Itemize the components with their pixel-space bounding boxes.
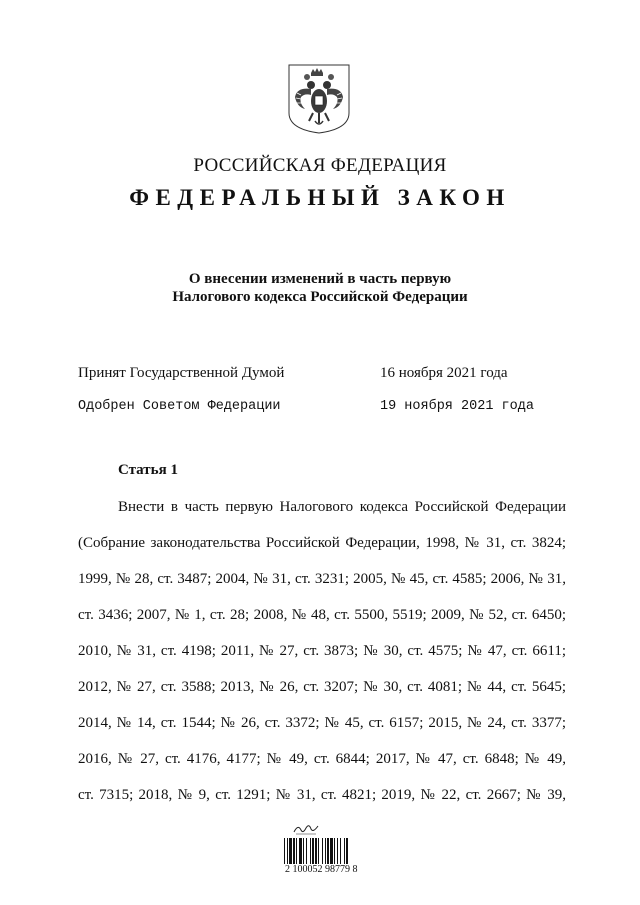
law-type-heading: ФЕДЕРАЛЬНЫЙ ЗАКОН xyxy=(129,185,511,210)
duma-adoption-label: Принят Государственной Думой xyxy=(78,365,285,381)
body-line: 2014, № 14, ст. 1544; № 26, ст. 3372; № 45, ст. 6157; 2015, № 24, ст. 3377; xyxy=(78,715,566,731)
barcode xyxy=(283,838,373,864)
council-approval-label: Одобрен Советом Федерации xyxy=(78,399,281,414)
law-title xyxy=(0,270,640,306)
body-line: 2010, № 31, ст. 4198; 2011, № 27, ст. 3873; № 30, ст. 4575; № 47, ст. 6611; xyxy=(78,643,566,659)
body-line: ст. 7315; 2018, № 9, ст. 1291; № 31, ст. 4821; 2019, № 22, ст. 2667; № 39, xyxy=(78,787,566,803)
duma-adoption-date: 16 ноября 2021 года xyxy=(380,365,508,381)
barcode-number: 2 100052 98779 8 xyxy=(285,864,358,875)
article-heading: Статья 1 xyxy=(118,462,178,478)
body-line: 2012, № 27, ст. 3588; 2013, № 26, ст. 3207; № 30, ст. 4081; № 44, ст. 5645; xyxy=(78,679,566,695)
council-approval-date: 19 ноября 2021 года xyxy=(380,399,534,414)
body-line: 1999, № 28, ст. 3487; 2004, № 31, ст. 3231; 2005, № 45, ст. 4585; 2006, № 31, xyxy=(78,571,566,587)
country-name: РОССИЙСКАЯ ФЕДЕРАЦИЯ xyxy=(193,155,447,176)
body-line: ст. 3436; 2007, № 1, ст. 28; 2008, № 48, ст. 5500, 5519; 2009, № 52, ст. 6450; xyxy=(78,607,566,623)
handwritten-mark xyxy=(292,822,320,836)
law-title-line-1: О внесении изменений в часть первую xyxy=(188,271,452,287)
law-title-line-2: Налогового кодекса Российской Федерации xyxy=(172,289,468,305)
coat-of-arms-emblem xyxy=(287,63,351,135)
body-line: (Собрание законодательства Российской Федерации, 1998, № 31, ст. 3824; xyxy=(78,535,566,551)
body-line: 2016, № 27, ст. 4176, 4177; № 49, ст. 6844; 2017, № 47, ст. 6848; № 49, xyxy=(78,751,566,767)
body-line: Внести в часть первую Налогового кодекса Российской Федерации xyxy=(118,499,566,515)
